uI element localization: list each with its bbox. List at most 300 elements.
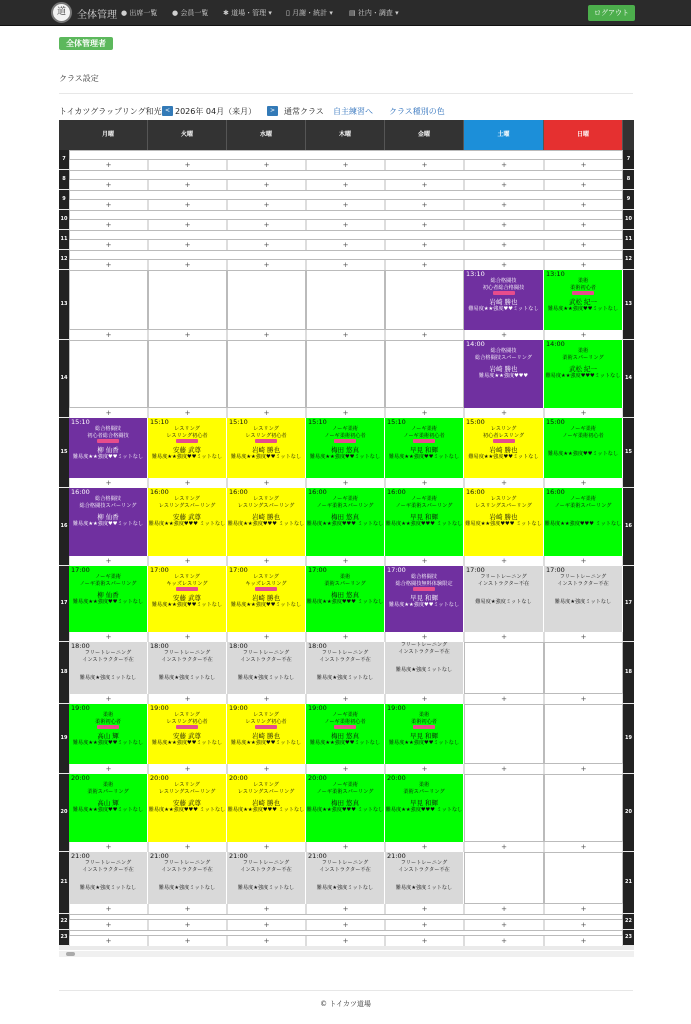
class-name: インストラクター不在 (161, 866, 213, 873)
class-name: レスリング初心者 (245, 432, 287, 439)
add-class-button[interactable]: + (148, 180, 227, 190)
class-time: 21:00 (387, 852, 406, 860)
add-class-button[interactable]: + (464, 694, 544, 704)
class-schedule-grid (59, 120, 634, 950)
class-name: インストラクター不在 (319, 866, 371, 873)
add-class-button[interactable]: + (148, 260, 227, 270)
class-card[interactable] (69, 704, 148, 764)
class-card[interactable] (544, 566, 623, 632)
difficulty-info: 難易度★★強度♥♥♥ ミットなし (227, 807, 305, 814)
class-card[interactable] (544, 270, 623, 330)
class-name: レスリング初心者 (245, 718, 287, 725)
add-class-button[interactable]: + (69, 180, 148, 190)
empty-slot (306, 270, 385, 330)
hour-label: 7 (623, 150, 634, 169)
difficulty-info: 難易度★強度ミットなし (316, 675, 374, 682)
empty-slot (306, 340, 385, 408)
class-card[interactable] (227, 566, 306, 632)
badge-mark (176, 587, 198, 591)
class-card[interactable] (464, 418, 544, 478)
hour-label: 7 (59, 150, 69, 169)
role-badge: 全体管理者 (59, 37, 113, 50)
empty-slot (464, 852, 544, 904)
class-name: レスリング (253, 426, 279, 432)
add-class-button[interactable]: + (148, 200, 227, 210)
badge-mark (176, 725, 198, 729)
add-class-button[interactable]: + (69, 936, 148, 946)
empty-hour-band (69, 190, 623, 200)
class-name: 総合格闘技スパーリング (79, 502, 137, 509)
add-class-button[interactable]: + (385, 694, 464, 704)
brand-title[interactable]: 全体管理 (77, 10, 117, 21)
add-class-button[interactable]: + (385, 936, 464, 946)
class-name: フリートレーニング (163, 860, 211, 866)
add-class-button[interactable]: + (385, 842, 464, 852)
add-class-button[interactable]: + (544, 220, 623, 230)
class-card[interactable] (385, 488, 464, 556)
add-class-button[interactable]: + (69, 842, 148, 852)
add-class-button[interactable]: + (306, 556, 385, 566)
add-class-button[interactable]: + (306, 904, 385, 914)
nav-dojo-admin[interactable]: ✱ 道場・管理 ▾ (223, 9, 272, 17)
prev-month-button[interactable]: < (162, 106, 173, 116)
difficulty-info: 難易度★★強度♥♥ミットなし (230, 739, 302, 746)
class-card[interactable] (227, 852, 306, 904)
class-time: 19:00 (387, 704, 406, 712)
difficulty-info: 難易度★★強度♥♥ミットなし (230, 601, 302, 608)
class-card[interactable] (69, 774, 148, 842)
class-card[interactable] (385, 642, 464, 694)
add-class-button[interactable]: + (227, 180, 306, 190)
spacer (148, 667, 226, 675)
horizontal-scrollbar[interactable] (59, 951, 634, 957)
add-class-button[interactable]: + (544, 842, 623, 852)
caret-down-icon: ▾ (395, 9, 399, 17)
add-class-button[interactable]: + (464, 478, 544, 488)
empty-slot (69, 340, 148, 408)
hour-label: 15 (623, 418, 634, 487)
class-card[interactable] (148, 642, 227, 694)
class-name: 総合格闘技 (490, 348, 517, 354)
nav-attendance-list[interactable]: ● 出席一覧 (121, 9, 158, 17)
class-card[interactable] (69, 488, 148, 556)
class-card[interactable] (69, 642, 148, 694)
class-time: 20:00 (150, 774, 169, 782)
class-card[interactable] (227, 488, 306, 556)
class-card[interactable] (227, 704, 306, 764)
add-class-button[interactable]: + (544, 694, 623, 704)
class-time: 13:10 (546, 270, 565, 278)
add-class-button[interactable]: + (464, 200, 544, 210)
difficulty-info: 難易度★★強度♥♥♥ ミットなし (465, 521, 542, 528)
add-class-button[interactable]: + (69, 220, 148, 230)
add-class-button[interactable]: + (227, 260, 306, 270)
empty-slot (227, 340, 306, 408)
class-card[interactable] (544, 418, 623, 478)
class-name: ノーギ柔術初心者 (324, 718, 366, 725)
difficulty-info: 難易度★強度ミットなし (237, 675, 295, 682)
class-time: 20:00 (229, 774, 248, 782)
class-card[interactable] (464, 488, 544, 556)
add-class-button[interactable]: + (227, 556, 306, 566)
class-card[interactable] (385, 566, 464, 632)
add-class-button[interactable]: + (544, 936, 623, 946)
add-class-button[interactable]: + (464, 330, 544, 340)
add-class-button[interactable]: + (148, 694, 227, 704)
add-class-button[interactable]: + (306, 220, 385, 230)
class-name: ノーギ柔術スパーリング (79, 580, 137, 587)
add-class-button[interactable]: + (464, 240, 544, 250)
badge-mark (255, 439, 277, 443)
add-class-button[interactable]: + (306, 240, 385, 250)
add-class-button[interactable]: + (306, 842, 385, 852)
class-time: 16:00 (229, 488, 248, 496)
class-card[interactable] (464, 270, 544, 330)
empty-hour-band (69, 210, 623, 220)
difficulty-info: 難易度★★強度♥♥ミットなし (72, 521, 144, 528)
add-class-button[interactable]: + (464, 220, 544, 230)
logo-icon[interactable]: 道 (51, 2, 72, 23)
badge-mark (413, 725, 435, 729)
class-card[interactable] (385, 852, 464, 904)
add-class-button[interactable]: + (148, 240, 227, 250)
hour-label: 18 (623, 642, 634, 703)
instructor-name: 早見 和輝 (409, 731, 439, 740)
add-class-button[interactable]: + (385, 240, 464, 250)
empty-slot (148, 340, 227, 408)
class-time: 21:00 (71, 852, 90, 860)
class-name: 柔術スパーリング (562, 354, 604, 361)
add-class-button[interactable]: + (227, 694, 306, 704)
add-class-button[interactable]: + (464, 842, 544, 852)
hour-label: 12 (623, 250, 634, 269)
add-class-button[interactable]: + (306, 632, 385, 642)
logout-button[interactable]: ログアウト (588, 5, 635, 21)
badge-mark (413, 587, 435, 591)
class-name: 初心者総合格闘技 (87, 432, 129, 439)
class-card[interactable] (306, 774, 385, 842)
hour-label: 10 (623, 210, 634, 229)
add-class-button[interactable]: + (544, 260, 623, 270)
add-class-button[interactable]: + (227, 842, 306, 852)
add-class-button[interactable]: + (148, 220, 227, 230)
class-name: インストラクター不在 (82, 656, 134, 663)
nav-member-list[interactable]: ● 会員一覧 (172, 9, 209, 17)
add-class-button[interactable]: + (69, 694, 148, 704)
class-name: レスリングスパーリング (158, 788, 216, 795)
class-card[interactable] (148, 704, 227, 764)
add-class-button[interactable]: + (544, 180, 623, 190)
empty-slot (227, 270, 306, 330)
add-class-button[interactable]: + (69, 904, 148, 914)
add-class-button[interactable]: + (385, 160, 464, 170)
add-class-button[interactable]: + (464, 160, 544, 170)
add-class-button[interactable]: + (148, 160, 227, 170)
add-class-button[interactable]: + (464, 180, 544, 190)
class-card[interactable] (69, 418, 148, 478)
add-class-button[interactable]: + (306, 180, 385, 190)
class-name: フリートレーニング (480, 574, 527, 580)
add-class-button[interactable]: + (306, 160, 385, 170)
class-time: 19:00 (150, 704, 169, 712)
class-time: 21:00 (308, 852, 327, 860)
class-name: インストラクター不在 (398, 648, 450, 655)
add-class-button[interactable]: + (464, 936, 544, 946)
add-class-button[interactable]: + (385, 556, 464, 566)
add-class-button[interactable]: + (385, 200, 464, 210)
add-class-button[interactable]: + (69, 478, 148, 488)
add-class-button[interactable]: + (385, 220, 464, 230)
difficulty-info: 難易度★★強度♥♥ミットなし (547, 305, 619, 312)
add-class-button[interactable]: + (148, 478, 227, 488)
class-time: 18:00 (71, 642, 90, 650)
class-name: インストラクター不在 (240, 866, 292, 873)
class-name: インストラクター不在 (161, 656, 213, 663)
difficulty-info: 難易度★★強度♥♥♥ ミットなし (306, 599, 384, 606)
beginner-badge (464, 439, 543, 446)
add-class-button[interactable]: + (227, 330, 306, 340)
instructor-name: 柳 仙香 (97, 513, 119, 522)
add-class-button[interactable]: + (69, 260, 148, 270)
add-class-button[interactable]: + (544, 160, 623, 170)
add-class-button[interactable]: + (306, 408, 385, 418)
class-card[interactable] (148, 566, 227, 632)
class-name: レスリング (174, 782, 200, 788)
users-icon: ● (172, 9, 179, 17)
add-class-button[interactable]: + (69, 556, 148, 566)
empty-slot (385, 270, 464, 330)
difficulty-info: 難易度★★強度♥♥ミットなし (309, 453, 381, 460)
class-card[interactable] (148, 774, 227, 842)
add-class-button[interactable]: + (544, 904, 623, 914)
class-card[interactable] (148, 488, 227, 556)
hour-label: 21 (59, 852, 69, 913)
add-class-button[interactable]: + (544, 408, 623, 418)
instructor-name: 岩崎 勝也 (489, 513, 518, 522)
add-class-button[interactable]: + (227, 220, 306, 230)
add-class-button[interactable]: + (148, 556, 227, 566)
class-card[interactable] (306, 418, 385, 478)
add-class-button[interactable]: + (227, 408, 306, 418)
add-class-button[interactable]: + (385, 920, 464, 930)
add-class-button[interactable]: + (464, 764, 544, 774)
add-class-button[interactable]: + (227, 904, 306, 914)
add-class-button[interactable]: + (227, 632, 306, 642)
class-time: 21:00 (150, 852, 169, 860)
hour-label: 12 (59, 250, 69, 269)
add-class-button[interactable]: + (544, 478, 623, 488)
add-class-button[interactable]: + (227, 200, 306, 210)
beginner-badge (385, 587, 463, 594)
add-class-button[interactable]: + (544, 632, 623, 642)
spacer (148, 877, 226, 885)
add-class-button[interactable]: + (69, 408, 148, 418)
add-class-button[interactable]: + (306, 330, 385, 340)
add-class-button[interactable]: + (148, 920, 227, 930)
add-class-button[interactable]: + (69, 200, 148, 210)
class-name: ノーギ柔術 (95, 574, 121, 580)
class-name: 柔術スパーリング (403, 788, 445, 795)
class-name: 柔術スパーリング (324, 580, 366, 587)
add-class-button[interactable]: + (306, 478, 385, 488)
difficulty-info: 難易度★★強度♥♥♥ (478, 373, 529, 380)
instructor-name: 安藤 武尊 (172, 799, 202, 808)
scrollbar-thumb[interactable] (66, 952, 75, 956)
class-name: 柔術初心者 (570, 284, 596, 291)
instructor-name: 安藤 武尊 (172, 593, 202, 602)
free-practice-link[interactable]: 自主練習へ (333, 107, 373, 116)
difficulty-info: 難易度★強度ミットなし (79, 675, 137, 682)
class-card[interactable] (69, 566, 148, 632)
add-class-button[interactable]: + (464, 556, 544, 566)
add-class-button[interactable]: + (385, 478, 464, 488)
class-card[interactable] (306, 642, 385, 694)
class-name: インストラクター不在 (319, 656, 371, 663)
add-class-button[interactable]: + (385, 408, 464, 418)
add-class-button[interactable]: + (544, 764, 623, 774)
class-colors-link[interactable]: クラス種別の色 (389, 107, 445, 116)
class-name: レスリング (174, 496, 200, 502)
add-class-button[interactable]: + (148, 764, 227, 774)
spacer (385, 877, 463, 885)
add-class-button[interactable]: + (464, 260, 544, 270)
add-class-button[interactable]: + (385, 632, 464, 642)
add-class-button[interactable]: + (544, 330, 623, 340)
add-class-button[interactable]: + (148, 936, 227, 946)
add-class-button[interactable]: + (227, 764, 306, 774)
add-class-button[interactable]: + (544, 240, 623, 250)
add-class-button[interactable]: + (544, 920, 623, 930)
day-header: 水曜 (227, 120, 306, 150)
add-class-button[interactable]: + (69, 632, 148, 642)
hour-label: 15 (59, 418, 69, 487)
class-name: 柔術スパーリング (87, 788, 129, 795)
class-name: 柔術初心者 (411, 718, 437, 725)
difficulty-info: 難易度★★強度♥♥♥ ミットなし (227, 521, 305, 528)
beginner-badge (385, 725, 463, 732)
add-class-button[interactable]: + (227, 920, 306, 930)
empty-slot (148, 270, 227, 330)
nav-internal-survey[interactable]: ▤ 社内・調査 ▾ (349, 9, 399, 17)
class-card[interactable] (306, 488, 385, 556)
class-name: レスリング (490, 426, 517, 432)
add-class-button[interactable]: + (306, 936, 385, 946)
difficulty-info: 難易度★強度ミットなし (158, 675, 216, 682)
add-class-button[interactable]: + (306, 200, 385, 210)
class-name: フリートレーニング (321, 860, 369, 866)
add-class-button[interactable]: + (69, 764, 148, 774)
add-class-button[interactable]: + (385, 180, 464, 190)
class-time: 19:00 (308, 704, 327, 712)
add-class-button[interactable]: + (69, 160, 148, 170)
add-class-button[interactable]: + (306, 920, 385, 930)
class-time: 17:00 (229, 566, 248, 574)
caret-down-icon: ▾ (268, 9, 272, 17)
class-name: インストラクター不在 (82, 866, 134, 873)
class-card[interactable] (306, 566, 385, 632)
add-class-button[interactable]: + (148, 408, 227, 418)
add-class-button[interactable]: + (227, 160, 306, 170)
hour-label: 13 (623, 270, 634, 339)
hour-label: 11 (623, 230, 634, 249)
class-card[interactable] (385, 418, 464, 478)
class-card[interactable] (69, 852, 148, 904)
add-class-button[interactable]: + (385, 764, 464, 774)
class-time: 16:00 (150, 488, 169, 496)
add-class-button[interactable]: + (148, 904, 227, 914)
class-time: 17:00 (387, 566, 406, 574)
header-corner (623, 120, 634, 150)
hour-label: 22 (623, 914, 634, 929)
class-card[interactable] (148, 418, 227, 478)
class-card[interactable] (227, 642, 306, 694)
class-name: ノーギ柔術 (332, 712, 358, 718)
class-name: フリートレーニング (84, 860, 132, 866)
badge-mark (334, 725, 356, 729)
hour-label: 11 (59, 230, 69, 249)
class-card[interactable] (227, 418, 306, 478)
badge-mark (97, 725, 119, 729)
class-card[interactable] (385, 774, 464, 842)
add-class-button[interactable]: + (227, 936, 306, 946)
add-class-button[interactable]: + (306, 260, 385, 270)
add-class-button[interactable]: + (69, 920, 148, 930)
add-class-button[interactable]: + (464, 904, 544, 914)
difficulty-info: 難易度★★強度♥♥ミットなし (309, 739, 381, 746)
class-time: 15:10 (150, 418, 169, 426)
add-class-button[interactable]: + (544, 556, 623, 566)
class-card[interactable] (464, 340, 544, 408)
hour-label: 19 (623, 704, 634, 773)
add-class-button[interactable]: + (464, 408, 544, 418)
add-class-button[interactable]: + (464, 632, 544, 642)
add-class-button[interactable]: + (306, 764, 385, 774)
class-name: 初心者レスリング (482, 432, 525, 439)
add-class-button[interactable]: + (148, 330, 227, 340)
hour-label: 19 (59, 704, 69, 773)
add-class-button[interactable]: + (385, 260, 464, 270)
add-class-button[interactable]: + (227, 240, 306, 250)
add-class-button[interactable]: + (227, 478, 306, 488)
class-name: 柔術 (418, 782, 430, 788)
spacer (544, 591, 622, 599)
class-card[interactable] (148, 852, 227, 904)
class-name: レスリング (253, 574, 279, 580)
class-card[interactable] (544, 488, 623, 556)
class-card[interactable] (385, 704, 464, 764)
caret-down-icon: ▾ (329, 9, 333, 17)
add-class-button[interactable]: + (69, 240, 148, 250)
class-name: フリートレーニング (242, 650, 290, 656)
class-card[interactable] (464, 566, 544, 632)
nav-fees-stats[interactable]: ▯ 月謝・統計 ▾ (286, 9, 333, 17)
class-card[interactable] (306, 704, 385, 764)
add-class-button[interactable]: + (544, 200, 623, 210)
class-name: レスリングスパーリング (237, 502, 295, 509)
add-class-button[interactable]: + (69, 330, 148, 340)
add-class-button[interactable]: + (306, 694, 385, 704)
class-time: 20:00 (308, 774, 327, 782)
next-month-button[interactable]: > (267, 106, 278, 116)
add-class-button[interactable]: + (385, 330, 464, 340)
add-class-button[interactable]: + (464, 920, 544, 930)
add-class-button[interactable]: + (385, 904, 464, 914)
class-card[interactable] (306, 852, 385, 904)
add-class-button[interactable]: + (148, 632, 227, 642)
class-card[interactable] (227, 774, 306, 842)
class-card[interactable] (544, 340, 623, 408)
add-class-button[interactable]: + (148, 842, 227, 852)
